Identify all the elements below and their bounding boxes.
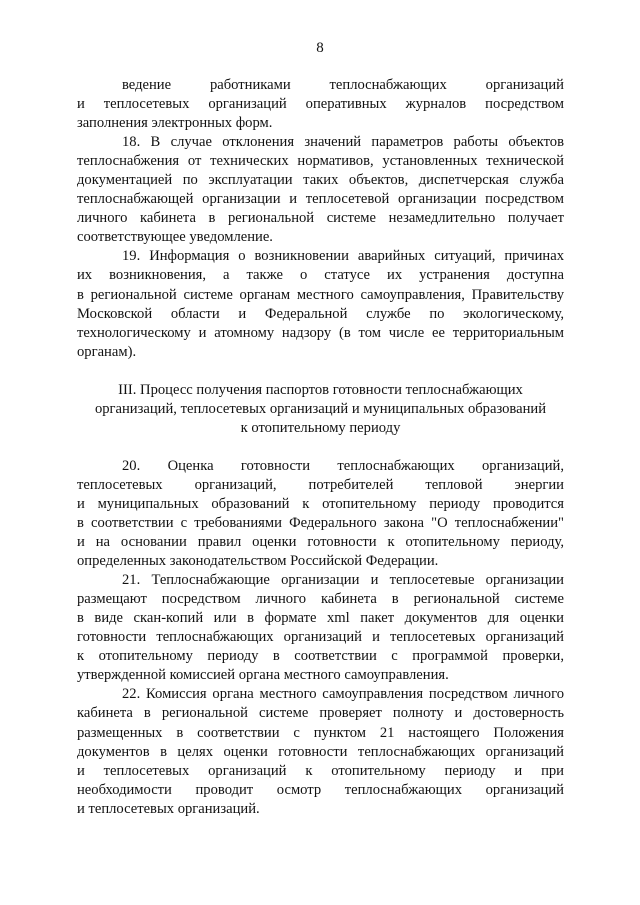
text-line: и на основании правил оценки готовности к отопительному периоду, [77,534,564,551]
spacer [77,438,564,457]
paragraph-19 [77,247,564,361]
text-line: определенных законодательством Российской Федерации. [77,553,439,570]
heading-line: организаций, теплосетевых организаций и муниципальных образований [94,400,547,417]
text-line: 21. Теплоснабжающие организации и теплосетевые организации [122,572,564,589]
text-line: утвержденной комиссией органа местного самоуправления. [77,667,449,684]
text-line: теплоснабжения от технических нормативов, установленных технической [77,153,564,170]
text-line: и теплосетевых организаций к отопительному периоду и при [77,762,564,779]
text-line: 22. Комиссия органа местного самоуправления посредством личного [122,686,564,703]
paragraph-18 [77,133,564,247]
text-line: в виде скан-копий или в формате xml пакет документов для оценки [77,610,564,627]
text-line: личного кабинета в региональной системе незамедлительно получает [77,210,564,227]
text-line: теплосетевых организаций, потребителей тепловой энергии [77,476,564,493]
text-line: технологическому и атомному надзору (в том числе ее территориальным [77,324,564,341]
document-body [77,76,564,819]
text-line: размещенных в соответствии с пунктом 21 настоящего Положения [77,724,564,741]
text-line: их возникновения, а также о статусе их устранения доступна [77,267,564,284]
text-line: 19. Информация о возникновении аварийных ситуаций, причинах [122,248,564,265]
text-line: теплоснабжающей организации и теплосетевой организации посредством [77,191,564,208]
paragraph-21 [77,571,564,685]
page-number: 8 [316,40,324,56]
paragraph-22 [77,685,564,818]
text-line: органам). [77,343,137,360]
text-line: кабинета в региональной системе проверяет полноту и достоверность [77,705,564,722]
text-line: 18. В случае отклонения значений параметров работы объектов [122,134,564,151]
text-line: 20. Оценка готовности теплоснабжающих организаций, [122,457,564,474]
text-line: Московской области и Федеральной службе по экологическому, [77,305,564,322]
text-line: и муниципальных образований к отопительному периоду проводится [77,495,564,512]
text-line: в соответствии с требованиями Федерального закона "О теплоснабжении" [77,514,564,531]
text-line: в региональной системе органам местного самоуправления, Правительству [77,286,564,303]
text-line: документацией по эксплуатации таких объектов, диспетчерская служба [77,172,564,189]
text-line: размещают посредством личного кабинета в региональной системе [77,591,564,608]
text-line: соответствующее уведомление. [77,229,273,246]
text-line: и теплосетевых организаций. [77,800,260,817]
heading-line: к отопительному периоду [240,419,401,436]
text-line: к отопительному периоду в соответствии с программой проверки, [77,648,564,665]
paragraph-20 [77,457,564,571]
section-heading [77,381,564,438]
text-line: заполнения электронных форм. [77,115,273,132]
text-line: необходимости проводит осмотр теплоснабжающих организаций [77,781,564,798]
text-line: готовности теплоснабжающих организаций и теплосетевых организаций [77,629,564,646]
spacer [77,362,564,381]
text-line: документов в целях оценки готовности теплоснабжающих организаций [77,743,564,760]
text-line: и теплосетевых организаций оперативных журналов посредством [77,96,564,113]
text-line: ведение работниками теплоснабжающих организаций [122,77,564,93]
paragraph-continuation [77,76,564,133]
heading-line: III. Процесс получения паспортов готовности теплоснабжающих [118,381,523,398]
